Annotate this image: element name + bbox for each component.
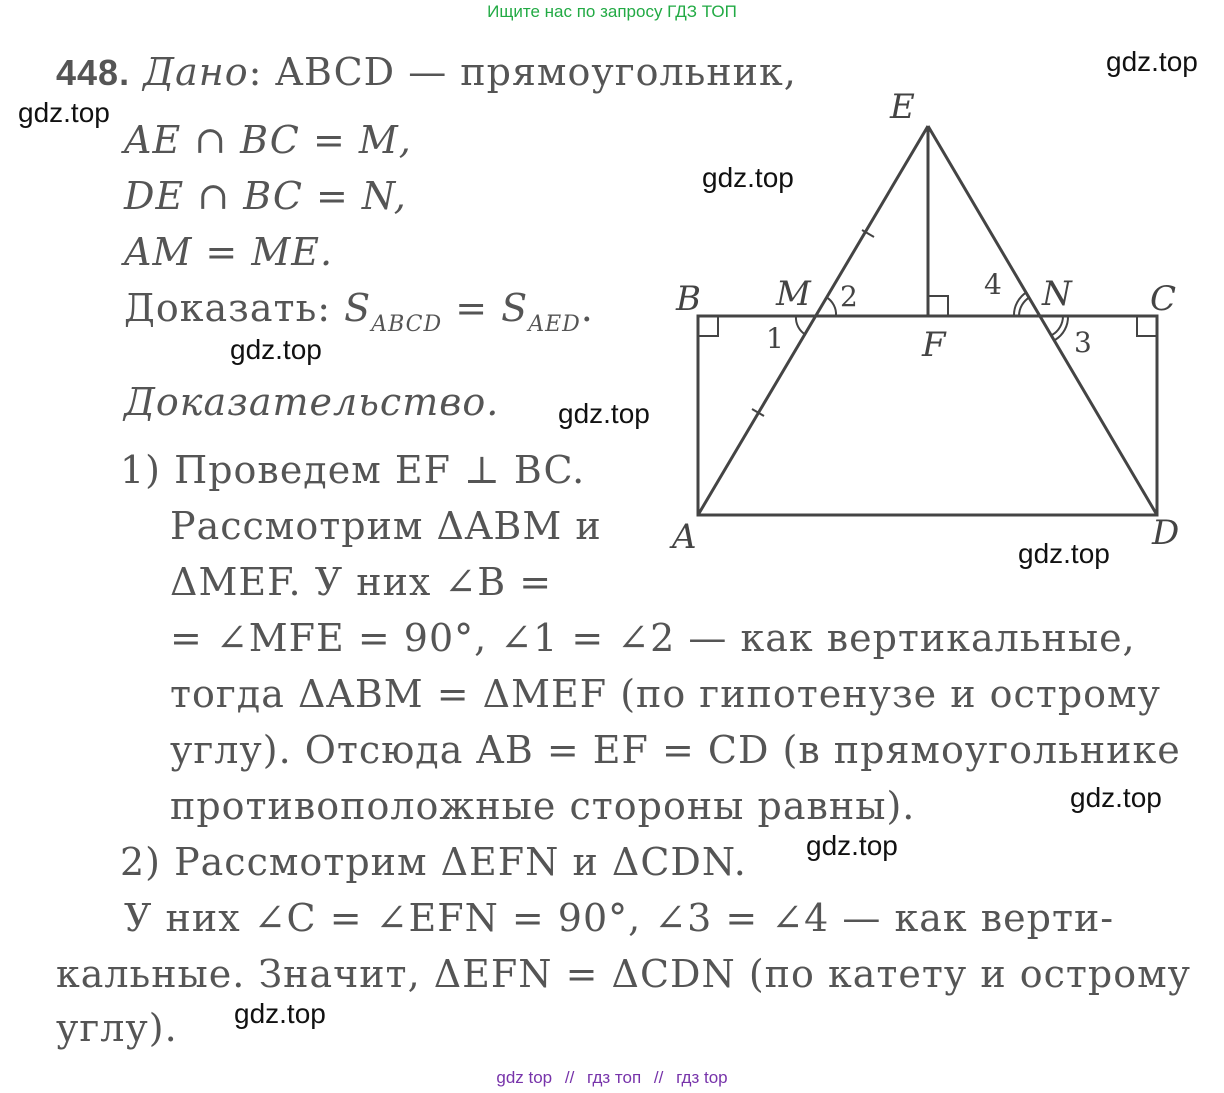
footer-link-gdz-top-ru[interactable]: гдз топ (587, 1068, 642, 1087)
proof-line-9: У них ∠C = ∠EFN = 90°, ∠3 = ∠4 — как верти- (124, 896, 1115, 940)
footer-separator: // (653, 1068, 664, 1087)
watermark: gdz.top (558, 398, 650, 429)
prove-eq: = (442, 286, 502, 330)
angle-arc-2 (826, 297, 836, 316)
watermark: gdz.top (1106, 46, 1198, 77)
footer-link-gdz-top-mixed[interactable]: гдз top (676, 1068, 728, 1087)
given-text: : ABCD — прямоугольник, (248, 50, 797, 94)
right-angle-f (928, 296, 948, 316)
angle-label-1: 1 (766, 322, 784, 355)
label-d: D (1152, 513, 1180, 553)
label-f: F (922, 325, 946, 365)
footer-links (0, 1068, 1224, 1088)
prove-sub2: AED (528, 312, 581, 337)
angle-arc-4a (1019, 297, 1030, 316)
proof-line-3: ΔMEF. У них ∠B = (170, 560, 553, 604)
prove-line (124, 286, 594, 337)
top-banner: Ищите нас по запросу ГДЗ ТОП (487, 2, 737, 21)
label-n: N (1042, 274, 1072, 314)
label-a: A (672, 517, 697, 555)
proof-line-5: тогда ΔABM = ΔMEF (по гипотенузе и острому (170, 672, 1161, 716)
given-line-3: DE ∩ BC = N, (124, 174, 407, 218)
label-c: C (1150, 279, 1177, 319)
footer-separator: // (564, 1068, 575, 1087)
proof-line-2: Рассмотрим ΔABM и (170, 504, 602, 548)
angle-arc-4b (1014, 292, 1027, 316)
watermark: gdz.top (18, 97, 110, 128)
prove-sub1: ABCD (371, 312, 443, 337)
label-b: B (676, 279, 701, 319)
prove-end: . (580, 286, 594, 330)
angle-label-4: 4 (984, 268, 1002, 301)
watermark: gdz.top (1018, 538, 1110, 569)
angle-label-2: 2 (840, 280, 858, 313)
proof-line-11: углу). (56, 1006, 178, 1050)
problem-number: 448. (56, 52, 131, 93)
proof-step-2: 2) Рассмотрим ΔEFN и ΔCDN. (120, 840, 747, 884)
proof-line-7: противоположные стороны равны). (170, 784, 916, 828)
watermark: gdz.top (1070, 782, 1162, 813)
geometry-figure (660, 85, 1200, 555)
given-line-4: AM = ME. (124, 230, 334, 274)
segment-ed (928, 126, 1157, 515)
label-e: E (890, 87, 915, 127)
watermark: gdz.top (230, 334, 322, 365)
watermark: gdz.top (806, 830, 898, 861)
prove-s1: S (344, 286, 372, 330)
given-label: Дано (143, 50, 249, 94)
footer-link-gdz-top[interactable]: gdz top (496, 1068, 553, 1087)
proof-line-4: = ∠MFE = 90°, ∠1 = ∠2 — как вертикальные, (170, 616, 1136, 660)
proof-title: Доказательство. (124, 380, 500, 424)
angle-label-3: 3 (1074, 326, 1092, 359)
proof-line-10: кальные. Значит, ΔEFN = ΔCDN (по катету и острому (56, 952, 1192, 996)
angle-arc-3a (1052, 316, 1063, 335)
prove-s2: S (501, 286, 529, 330)
right-angle-c (1137, 316, 1157, 336)
right-angle-b (698, 316, 718, 336)
given-line-2: AE ∩ BC = M, (124, 118, 412, 162)
watermark: gdz.top (702, 162, 794, 193)
prove-label: Доказать: (124, 286, 345, 330)
label-m: M (776, 274, 811, 314)
proof-step-1: 1) Проведем EF ⊥ BC. (120, 448, 586, 492)
watermark: gdz.top (234, 998, 326, 1029)
proof-line-6: углу). Отсюда AB = EF = CD (в прямоугольнике (170, 728, 1181, 772)
angle-arc-3b (1055, 316, 1068, 340)
